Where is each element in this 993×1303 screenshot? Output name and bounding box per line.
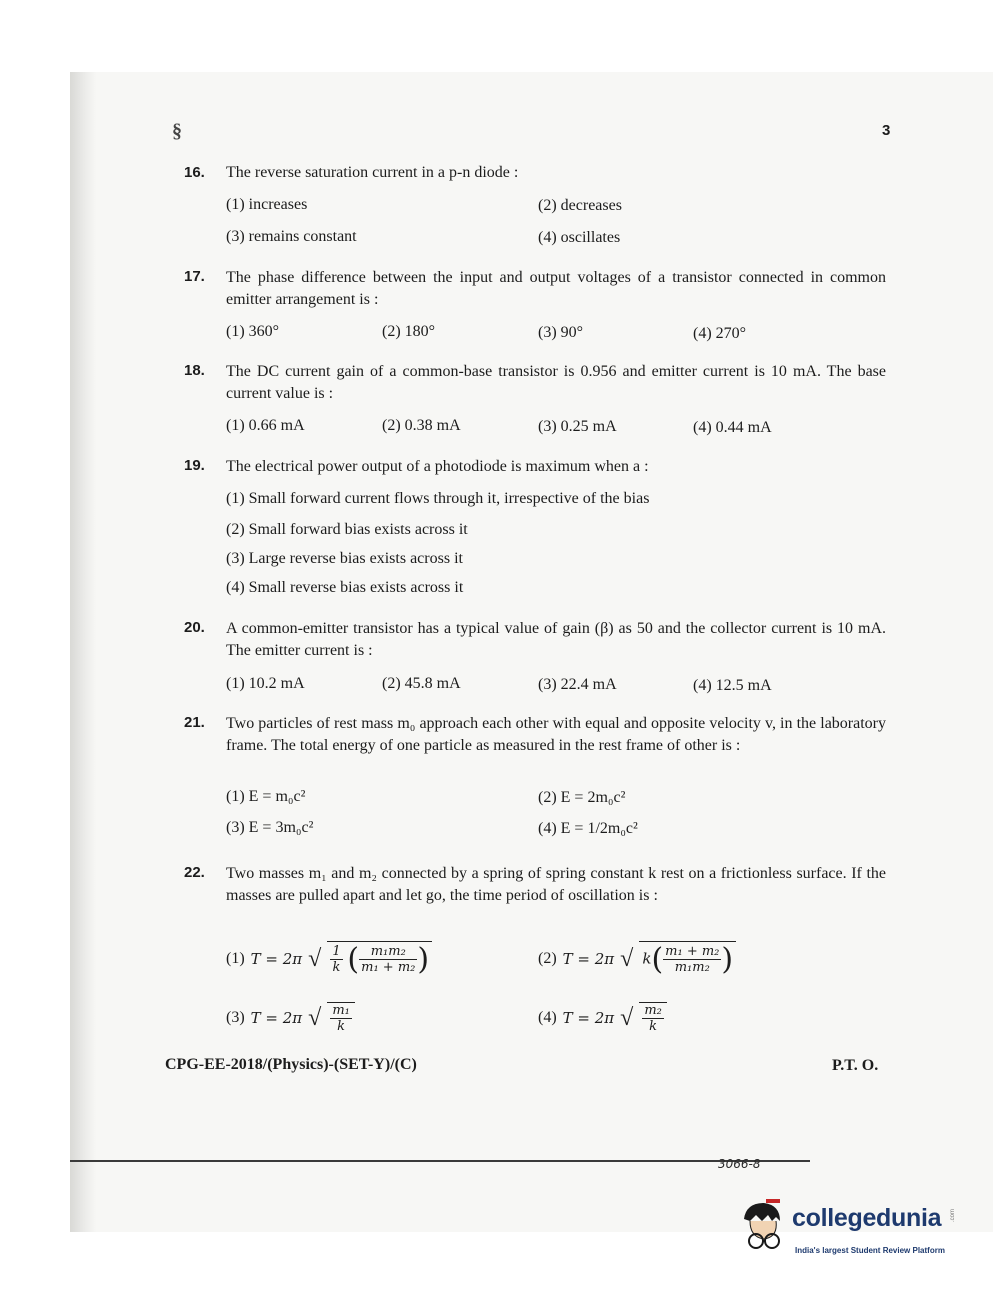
formula-option-2 — [538, 936, 736, 982]
frac-num: 1 — [332, 944, 341, 959]
option: (4) 12.5 mA — [693, 677, 772, 694]
option: (4) 0.44 mA — [693, 419, 772, 436]
sqrt-sign: √ — [620, 945, 634, 972]
option: (2) 45.8 mA — [382, 675, 461, 692]
sqrt-sign: √ — [308, 945, 322, 972]
option: (1) 0.66 mA — [226, 417, 305, 434]
frac-den: k — [649, 1019, 658, 1034]
scan-bottom-line — [70, 1160, 810, 1162]
footer-pto: P.T. O. — [832, 1057, 879, 1074]
question-text: The reverse saturation current in a p-n diode : — [226, 164, 519, 181]
formula-option-3 — [226, 998, 355, 1038]
formula-k: k — [642, 949, 652, 968]
formula-lhs: T = 2π — [250, 1009, 303, 1027]
question-text: The electrical power output of a photodiode is maximum when a : — [226, 458, 649, 475]
frac-num: m₁ — [332, 1003, 350, 1018]
question-number: 17. — [184, 268, 205, 285]
logo-suffix: .com — [950, 1208, 956, 1222]
question-number: 22. — [184, 864, 205, 881]
formula-radicand — [639, 941, 736, 977]
option: (2) E = 2m₀c² — [538, 789, 626, 806]
option: (4) oscillates — [538, 229, 621, 246]
handwritten-note: 3066-8 — [718, 1157, 761, 1171]
option: (1) E = m₀c² — [226, 788, 306, 805]
formula-radicand — [327, 941, 432, 977]
option: (1) 360° — [226, 323, 280, 340]
formula-radicand — [327, 1002, 355, 1034]
paren-right: ) — [721, 942, 734, 977]
frac-den: m₁m₂ — [674, 960, 710, 975]
option-label: (3) — [226, 1009, 245, 1026]
question-text: Two particles of rest mass m₀ approach each other with equal and opposite velocity v, in the laboratory frame. The total energy of one particle as measured in the rest frame of other is : — [226, 715, 886, 754]
sqrt-sign: √ — [620, 1004, 634, 1031]
paren-left: ( — [651, 942, 664, 977]
option: (3) 22.4 mA — [538, 676, 617, 693]
option: (4) E = 1/2m₀c² — [538, 820, 638, 837]
option: (2) decreases — [538, 197, 622, 214]
frac-num: m₂ — [644, 1003, 662, 1018]
option: (1) Small forward current flows through it, irrespective of the bias — [226, 490, 650, 507]
question-text: A common-emitter transistor has a typical value of gain (β) as 50 and the collector current is 10 mA. The emitter current is : — [226, 620, 886, 659]
question-number: 20. — [184, 619, 205, 636]
option-label: (4) — [538, 1009, 557, 1026]
option: (4) 270° — [693, 325, 747, 342]
frac-num: m₁m₂ — [359, 944, 417, 960]
formula-lhs: T = 2π — [250, 950, 303, 968]
option: (2) 0.38 mA — [382, 417, 461, 434]
paren-left: ( — [347, 942, 360, 977]
formula-lhs: T = 2π — [562, 1009, 615, 1027]
option: (1) 10.2 mA — [226, 675, 305, 692]
option: (3) Large reverse bias exists across it — [226, 550, 463, 567]
corner-mark: § — [172, 120, 182, 142]
logo-mascot-icon — [736, 1197, 788, 1253]
option: (3) E = 3m₀c² — [226, 819, 314, 836]
frac-den: m₁ + m₂ — [361, 960, 416, 975]
option: (3) 90° — [538, 324, 584, 341]
question-number: 18. — [184, 362, 205, 379]
question-number: 16. — [184, 164, 205, 181]
frac-num: m₁ + m₂ — [665, 944, 720, 959]
option-label: (2) — [538, 950, 557, 967]
option-label: (1) — [226, 950, 245, 967]
option: (3) 0.25 mA — [538, 418, 617, 435]
paren-right: ) — [417, 942, 430, 977]
question-text: The DC current gain of a common-base transistor is 0.956 and emitter current is 10 mA. The base current value is : — [226, 363, 886, 402]
option: (2) Small forward bias exists across it — [226, 521, 468, 538]
question-number: 21. — [184, 714, 205, 731]
formula-lhs: T = 2π — [562, 950, 615, 968]
option: (1) increases — [226, 196, 308, 213]
frac-den: k — [332, 960, 341, 975]
frac-den: k — [337, 1019, 346, 1034]
option: (4) Small reverse bias exists across it — [226, 579, 464, 596]
page-number: 3 — [882, 122, 891, 139]
question-text: Two masses m₁ and m₂ connected by a spring of spring constant k rest on a frictionless surface. If the masses are pulled apart and let go, the time period of oscillation is : — [226, 865, 886, 904]
question-number: 19. — [184, 457, 205, 474]
option: (3) remains constant — [226, 228, 357, 245]
logo-name: collegedunia — [792, 1204, 942, 1232]
question-text: The phase difference between the input and output voltages of a transistor connected in common emitter arrangement is : — [226, 269, 886, 308]
logo-tagline: India's largest Student Review Platform — [795, 1246, 945, 1255]
formula-option-4 — [538, 998, 667, 1038]
footer-code: CPG-EE-2018/(Physics)-(SET-Y)/(C) — [165, 1056, 417, 1073]
formula-radicand — [639, 1002, 667, 1034]
option: (2) 180° — [382, 323, 436, 340]
formula-option-1 — [226, 936, 432, 982]
sqrt-sign: √ — [308, 1004, 322, 1031]
page-shadow-edge — [70, 72, 96, 1232]
